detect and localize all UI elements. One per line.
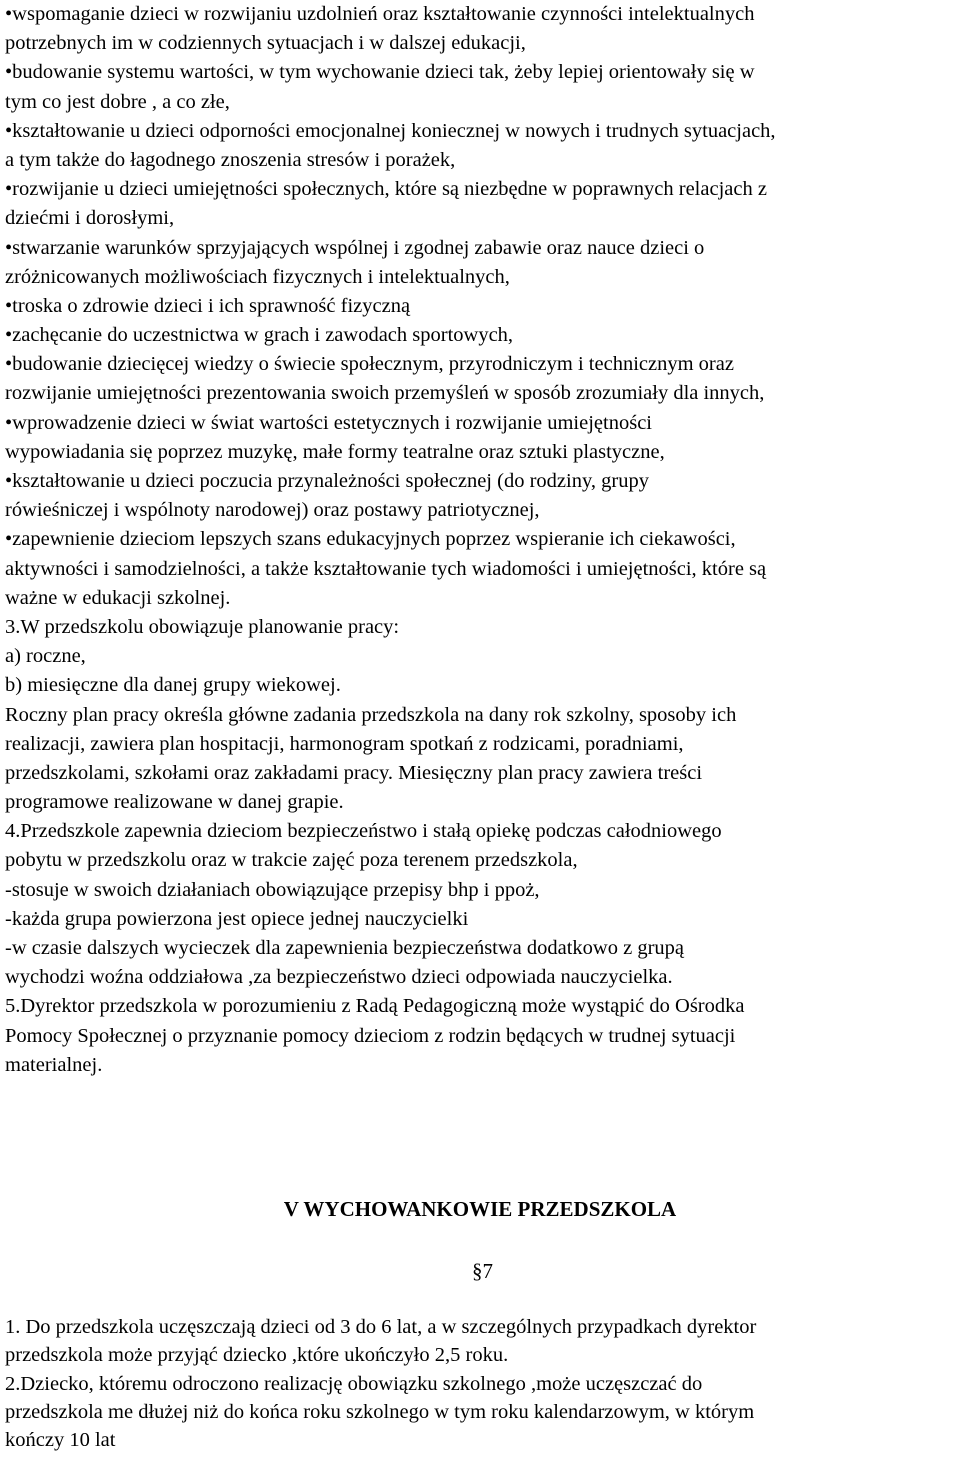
text-line: przedszkolami, szkołami oraz zakładami pracy. Miesięczny plan pracy zawiera treści <box>5 761 703 784</box>
paragraph-number: §7 <box>472 1259 493 1283</box>
text-line: -w czasie dalszych wycieczek dla zapewnienia bezpieczeństwa dodatkowo z grupą <box>5 937 685 959</box>
text-line: wychodzi woźna oddziałowa ,za bezpieczeństwo dzieci odpowiada nauczycielka. <box>5 966 673 989</box>
text-line: materialnej. <box>5 1053 103 1076</box>
text-line: kończy 10 lat <box>5 1429 116 1452</box>
text-line: •kształtowanie u dzieci poczucia przynależności społecznej (do rodziny, grupy <box>5 470 649 492</box>
text-line: 1. Do przedszkola uczęszczają dzieci od 3 do 6 lat, a w szczególnych przypadkach dyrektor <box>5 1316 757 1338</box>
text-line: •troska o zdrowie dzieci i ich sprawność fizyczną <box>5 294 411 317</box>
text-line: rozwijanie umiejętności prezentowania swoich przemyśleń w sposób zrozumiały dla innych, <box>5 382 765 405</box>
text-line: b) miesięczne dla danej grupy wiekowej. <box>5 674 341 697</box>
text-line: •kształtowanie u dzieci odporności emocjonalnej koniecznej w nowych i trudnych sytuacjach, <box>5 119 776 142</box>
text-line: •stwarzanie warunków sprzyjających wspólnej i zgodnej zabawie oraz nauce dzieci o <box>5 236 705 259</box>
text-line: dziećmi i dorosłymi, <box>5 207 175 230</box>
text-line: rówieśniczej i wspólnoty narodowej) oraz postawy patriotycznej, <box>5 499 540 522</box>
text-line: -każda grupa powierzona jest opiece jednej nauczycielki <box>5 907 469 930</box>
text-line: przedszkola może przyjąć dziecko ,które ukończyło 2,5 roku. <box>5 1344 509 1367</box>
text-line: a) roczne, <box>5 645 86 668</box>
text-line: aktywności i samodzielności, a także kształtowanie tych wiadomości i umiejętności, które są <box>5 557 767 580</box>
text-line: ważne w edukacji szkolnej. <box>5 586 231 609</box>
text-line: •zachęcanie do uczestnictwa w grach i zawodach sportowych, <box>5 324 514 347</box>
text-line: •budowanie dziecięcej wiedzy o świecie społecznym, przyrodniczym i technicznym oraz <box>5 353 734 376</box>
text-line: 3.W przedszkolu obowiązuje planowanie pracy: <box>5 615 400 638</box>
text-line: realizacji, zawiera plan hospitacji, harmonogram spotkań z rodzicami, poradniami, <box>5 732 684 755</box>
text-line: •wspomaganie dzieci w rozwijaniu uzdolnień oraz kształtowanie czynności intelektualnych <box>5 3 755 25</box>
text-line: programowe realizowane w danej grapie. <box>5 791 344 814</box>
document-body-bottom <box>5 1313 955 1454</box>
text-line: Roczny plan pracy określa główne zadania przedszkola na dany rok szkolny, sposoby ich <box>5 703 737 726</box>
text-line: pobytu w przedszkolu oraz w trakcie zajęć poza terenem przedszkola, <box>5 849 578 872</box>
document-body-top <box>5 0 955 1080</box>
text-line: zróżnicowanych możliwościach fizycznych i intelektualnych, <box>5 265 510 288</box>
text-line: •zapewnienie dzieciom lepszych szans edukacyjnych poprzez wspieranie ich ciekawości, <box>5 528 736 551</box>
text-line: 4.Przedszkole zapewnia dzieciom bezpieczeństwo i stałą opiekę podczas całodniowego <box>5 820 722 843</box>
text-line: •rozwijanie u dzieci umiejętności społecznych, które są niezbędne w poprawnych relacjach z <box>5 178 767 201</box>
text-line: wypowiadania się poprzez muzykę, małe formy teatralne oraz sztuki plastyczne, <box>5 440 665 463</box>
text-line: tym co jest dobre , a co złe, <box>5 90 230 113</box>
text-line: 5.Dyrektor przedszkola w porozumieniu z Radą Pedagogiczną może wystąpić do Ośrodka <box>5 995 745 1018</box>
text-line: •budowanie systemu wartości, w tym wychowanie dzieci tak, żeby lepiej orientowały się w <box>5 61 755 84</box>
section-heading: V WYCHOWANKOWIE PRZEDSZKOLA <box>283 1197 677 1221</box>
text-line: a tym także do łagodnego znoszenia stresów i porażek, <box>5 148 456 171</box>
text-line: przedszkola me dłużej niż do końca roku szkolnego w tym roku kalendarzowym, w którym <box>5 1400 755 1423</box>
text-line: Pomocy Społecznej o przyznanie pomocy dzieciom z rodzin będących w trudnej sytuacji <box>5 1024 736 1047</box>
text-line: -stosuje w swoich działaniach obowiązujące przepisy bhp i ppoż, <box>5 878 540 901</box>
text-line: •wprowadzenie dzieci w świat wartości estetycznych i rozwijanie umiejętności <box>5 411 652 434</box>
text-line: potrzebnych im w codziennych sytuacjach i w dalszej edukacji, <box>5 32 526 55</box>
text-line: 2.Dziecko, któremu odroczono realizację obowiązku szkolnego ,może uczęszczać do <box>5 1372 703 1395</box>
